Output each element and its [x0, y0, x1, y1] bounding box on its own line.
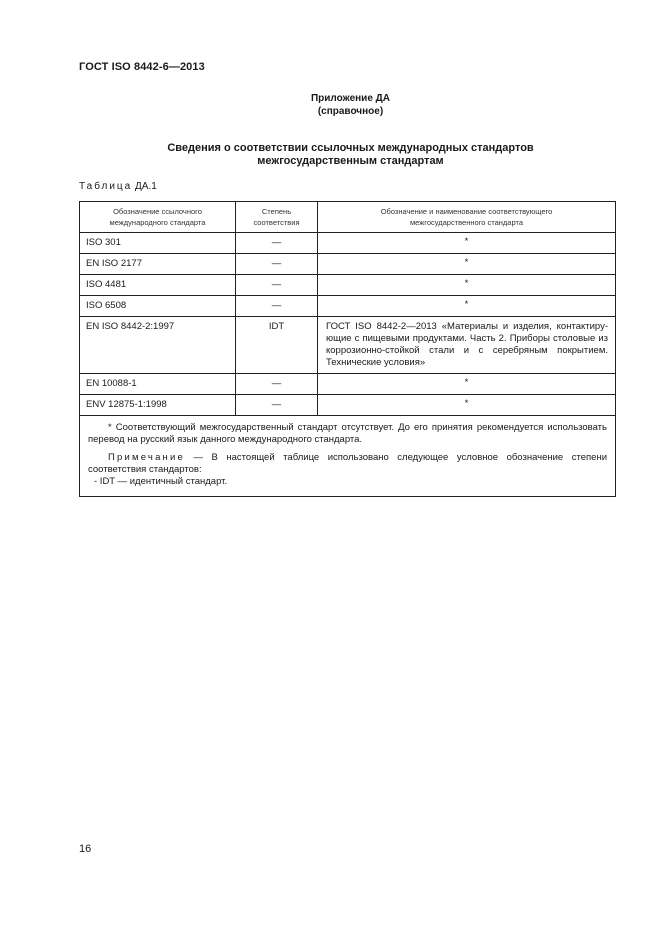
header-ref-line1: Обозначение ссылочного	[113, 207, 202, 216]
table-caption	[79, 181, 157, 192]
note-list-item: - IDT — идентичный стандарт.	[94, 476, 228, 487]
table-caption-id: ДА.1	[135, 181, 157, 192]
gost-cell: *	[318, 296, 616, 317]
degree-cell: —	[236, 275, 318, 296]
degree-cell: —	[236, 395, 318, 416]
degree-cell: —	[236, 254, 318, 275]
ref-cell: EN ISO 2177	[80, 254, 236, 275]
ref-cell: ISO 301	[80, 233, 236, 254]
ref-cell: ISO 6508	[80, 296, 236, 317]
table-row	[80, 374, 616, 395]
note-label: Примечание	[108, 452, 185, 463]
gost-cell: ГОСТ ISO 8442-2—2013 «Материалы и изделия, контактиру-ющие с пищевыми продуктами. Часть 2. Приборы столовые из коррозионно-стойкой стали и с серебряным покрытием. Технические условия»	[318, 317, 616, 374]
gost-cell: *	[318, 233, 616, 254]
page-number: 16	[79, 843, 92, 855]
table-header-row	[80, 202, 616, 233]
table-row	[80, 275, 616, 296]
degree-cell: —	[236, 233, 318, 254]
standards-table	[79, 201, 616, 497]
header-ref-standard	[80, 202, 236, 233]
table-footnote	[80, 416, 616, 497]
appendix-subtitle: (справочное)	[317, 106, 384, 117]
header-gost	[318, 202, 616, 233]
document-code: ГОСТ ISO 8442-6—2013	[79, 61, 205, 73]
section-title-line1: Сведения о соответствии ссылочных международных стандартов	[167, 142, 534, 154]
header-ref-line2: международного стандарта	[109, 218, 206, 227]
table-footnote-row	[80, 416, 616, 497]
ref-cell: EN 10088-1	[80, 374, 236, 395]
appendix-title: Приложение ДА	[310, 93, 391, 104]
table-row	[80, 233, 616, 254]
header-degree-line1: Степень	[261, 207, 292, 216]
table-row	[80, 296, 616, 317]
ref-cell: ENV 12875-1:1998	[80, 395, 236, 416]
table-row	[80, 254, 616, 275]
table-caption-word: Таблица	[79, 181, 133, 192]
section-title-line2: межгосударственным стандартам	[257, 155, 444, 167]
gost-cell: *	[318, 254, 616, 275]
header-gost-line2: межгосударственного стандарта	[410, 218, 523, 227]
degree-cell: —	[236, 374, 318, 395]
gost-cell: *	[318, 374, 616, 395]
table-row	[80, 317, 616, 374]
gost-cell: *	[318, 275, 616, 296]
note-paragraph	[88, 452, 607, 476]
table-row	[80, 395, 616, 416]
gost-cell: *	[318, 395, 616, 416]
footnote-text: * Соответствующий межгосударственный стандарт отсутствует. До его принятия рекомендуется использовать перевод на русский язык данного международного стандарта.	[88, 422, 607, 445]
degree-cell: —	[236, 296, 318, 317]
degree-cell: IDT	[236, 317, 318, 374]
header-gost-line1: Обозначение и наименование соответствующего	[380, 207, 553, 216]
note-text: — В настоящей таблице использовано следующее условное обозначение степени соответствия стандартов:	[88, 452, 607, 475]
header-degree	[236, 202, 318, 233]
ref-cell: ISO 4481	[80, 275, 236, 296]
ref-cell: EN ISO 8442-2:1997	[80, 317, 236, 374]
header-degree-line2: соответствия	[253, 218, 300, 227]
